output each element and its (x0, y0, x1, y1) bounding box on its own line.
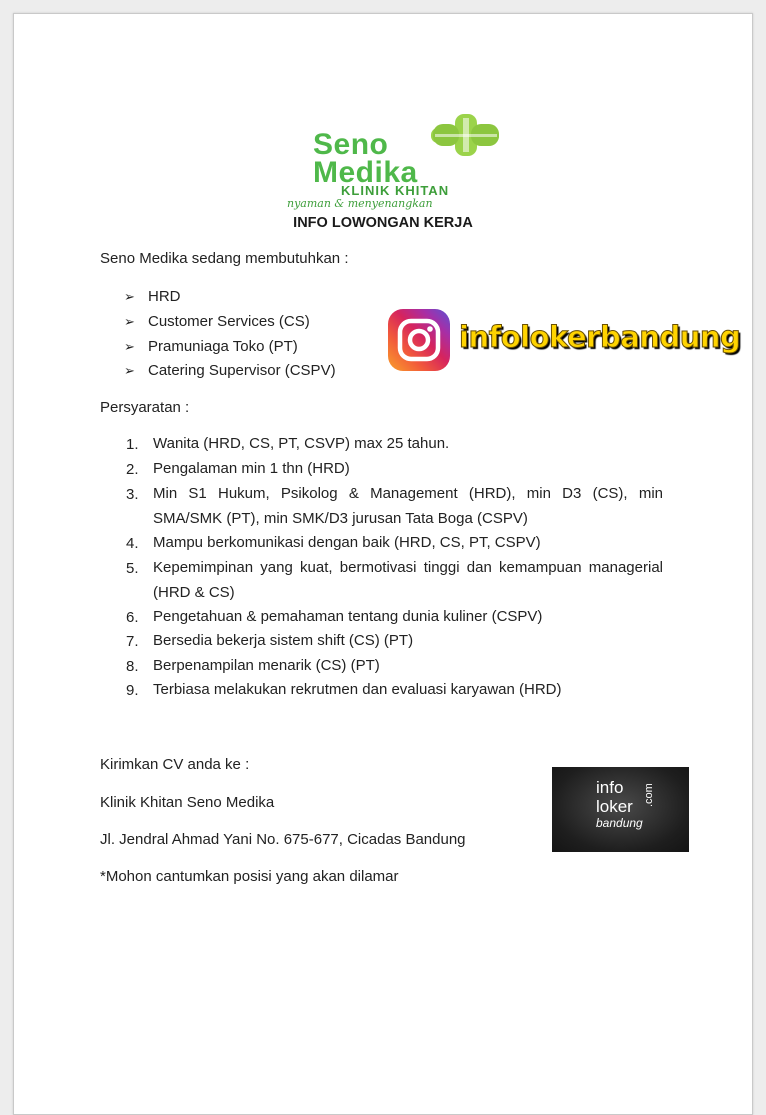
intro-text: Seno Medika sedang membutuhkan : (100, 250, 349, 267)
clinic-address: Jl. Jendral Ahmad Yani No. 675-677, Cicadas Bandung (100, 831, 466, 848)
arrow-bullet-icon: ➢ (124, 314, 135, 329)
page-title: INFO LOWONGAN KERJA (293, 215, 473, 231)
application-note: *Mohon cantumkan posisi yang akan dilamar (100, 868, 399, 885)
infoloker-info-text: info (596, 778, 624, 797)
clinic-name: Klinik Khitan Seno Medika (100, 794, 275, 811)
logo-seno-text: Seno (313, 128, 389, 161)
instagram-handle: infolokerbandung (459, 320, 741, 354)
requirements-heading: Persyaratan : (100, 399, 190, 416)
green-cross-icon (425, 114, 505, 156)
document-page: Seno Medika KLINIK KHITAN nyaman & menyenangkan INFO LOWONGAN KERJA Seno Medika sedang membutuhkan : ➢ HRD ➢ Customer Services (CS) ➢ Pramuniaga Toko (PT) ➢ Catering Supervisor (CSPV) infolokerbandung Persyaratan : 1. Wanita (HRD, CS, PT, CSVP) max 25 tahun. 2. Pengalaman min 1 thn (HRD) 3. Min S1 Hukum, Psikolog & Management (HRD), min D3 (CS), min SMA/SMK (PT), min SMK/D3 jurusan Tata Boga (CSPV) 4. Mampu berkomunikasi dengan baik (HRD, CS, PT, CSPV) 5. Kepemimpinan yang kuat, bermotivasi tinggi dan kemampuan managerial (HRD & CS) 6. Pengetahuan & pemahaman tentang dunia kuliner (CSPV) 7. Bersedia bekerja sistem shift (CS) (PT) 8. Berpenampilan menarik (CS) (PT) 9. Terbiasa melakukan rekrutmen dan evaluasi karyawan (HRD) Kirimkan CV anda ke : Klinik Khitan Seno Medika Jl. Jendral Ahmad Yani No. 675-677, Cicadas Bandung *Mohon cantumkan posisi yang akan dilamar info loker .com bandung (13, 13, 753, 1115)
arrow-bullet-icon: ➢ (124, 363, 135, 378)
infoloker-bandung-text: bandung (596, 816, 643, 830)
arrow-bullet-icon: ➢ (124, 289, 135, 304)
logo-tagline: nyaman & menyenangkan (287, 197, 433, 210)
infoloker-com-text: .com (643, 783, 655, 807)
list-item: ➢ HRD (124, 288, 181, 305)
list-item: ➢ Customer Services (CS) (124, 313, 310, 330)
list-item: ➢ Pramuniaga Toko (PT) (124, 338, 298, 355)
logo-medika-text: Medika (313, 156, 418, 189)
infoloker-loker-text: loker (596, 797, 633, 816)
infoloker-bandung-logo (552, 767, 689, 852)
seno-medika-logo (287, 114, 519, 210)
send-cv-label: Kirimkan CV anda ke : (100, 756, 250, 773)
instagram-icon (388, 309, 450, 371)
logo-klinik-text: KLINIK KHITAN (341, 183, 450, 198)
arrow-bullet-icon: ➢ (124, 339, 135, 354)
list-item: ➢ Catering Supervisor (CSPV) (124, 362, 336, 379)
